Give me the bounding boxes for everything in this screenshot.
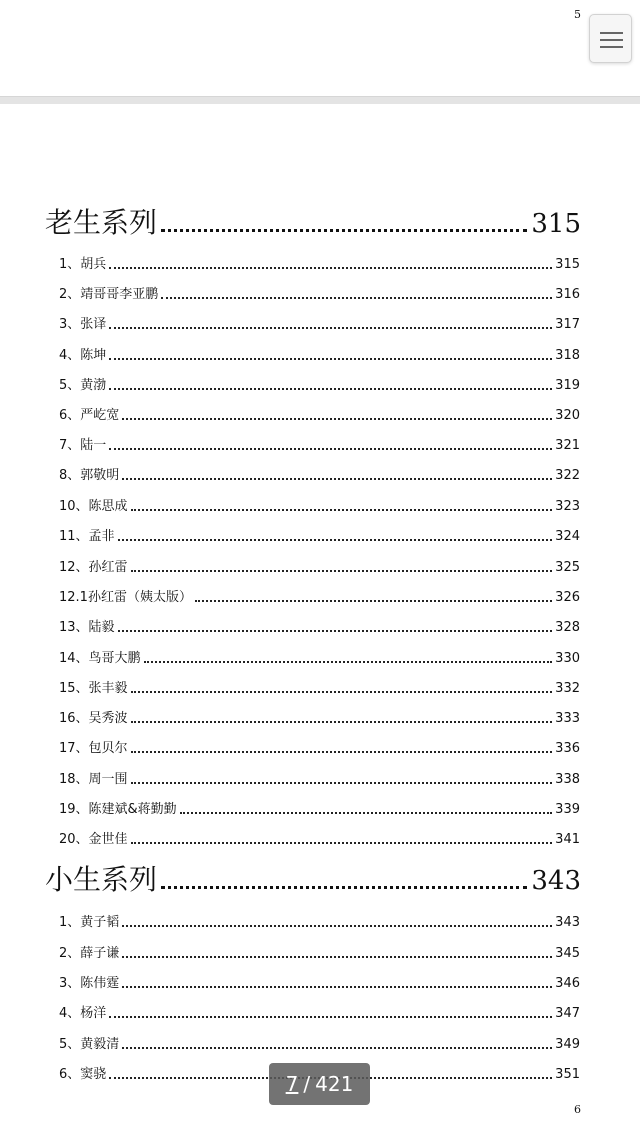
entry-label: 13、陆毅 (59, 620, 115, 635)
entry-page: 325 (555, 560, 580, 575)
entry-label: 15、张丰毅 (59, 681, 128, 696)
section-title: 小生系列 (45, 863, 158, 896)
entry-page: 320 (555, 408, 580, 423)
toc-entry[interactable] (59, 1031, 580, 1051)
entry-label: 5、黄毅清 (59, 1037, 120, 1052)
toc-entry[interactable] (59, 766, 580, 786)
entry-page: 322 (555, 468, 580, 483)
entry-label: 8、郭敬明 (59, 468, 120, 483)
toc-entry[interactable] (59, 909, 580, 929)
entry-page: 341 (555, 832, 580, 847)
entry-page: 343 (555, 915, 580, 930)
menu-button[interactable] (589, 14, 632, 63)
entry-label: 11、孟非 (59, 529, 115, 544)
entry-page: 338 (555, 772, 580, 787)
toc-entry[interactable] (59, 645, 580, 665)
entry-label: 1、胡兵 (59, 257, 107, 272)
entry-page: 345 (555, 946, 580, 961)
entry-label: 12.1孙红雷（姨太版） (59, 590, 192, 605)
section-page: 343 (531, 866, 581, 896)
entry-page: 346 (555, 976, 580, 991)
toc-entry[interactable] (59, 970, 580, 990)
toc-entry[interactable] (59, 675, 580, 695)
toc-entry[interactable] (59, 311, 580, 331)
entry-page: 318 (555, 348, 580, 363)
entry-page: 316 (555, 287, 580, 302)
toc-entry[interactable] (59, 432, 580, 452)
total-pages: 421 (315, 1072, 354, 1096)
dot-leader (161, 886, 527, 889)
toc-entry[interactable] (59, 281, 580, 301)
entry-label: 1、黄子韬 (59, 915, 120, 930)
toc-entry[interactable] (59, 735, 580, 755)
current-page[interactable]: 7 (285, 1072, 299, 1096)
entry-label: 4、陈坤 (59, 348, 107, 363)
entry-label: 3、张译 (59, 317, 107, 332)
toc-entry[interactable] (59, 796, 580, 816)
page-separator-slash: / (303, 1072, 311, 1096)
toc-section-heading[interactable] (45, 199, 581, 237)
page-number-bottom: 6 (574, 1103, 581, 1116)
entry-page: 330 (555, 651, 580, 666)
entry-page: 333 (555, 711, 580, 726)
entry-page: 328 (555, 620, 580, 635)
hamburger-icon (600, 32, 623, 34)
toc-entry[interactable] (59, 342, 580, 362)
entry-page: 326 (555, 590, 580, 605)
toc-entry[interactable] (59, 462, 580, 482)
dot-leader (161, 229, 527, 232)
entry-page: 317 (555, 317, 580, 332)
entry-page: 324 (555, 529, 580, 544)
entry-label: 6、窦骁 (59, 1067, 107, 1082)
entry-label: 17、包贝尔 (59, 741, 128, 756)
entry-page: 347 (555, 1006, 580, 1021)
entry-page: 349 (555, 1037, 580, 1052)
toc-entry[interactable] (59, 705, 580, 725)
toc-entry[interactable] (59, 584, 580, 604)
page-separator (0, 96, 640, 104)
toc-section-heading[interactable] (45, 856, 581, 894)
entry-label: 4、杨洋 (59, 1006, 107, 1021)
entry-page: 339 (555, 802, 580, 817)
toc-entry[interactable] (59, 251, 580, 271)
entry-label: 14、鸟哥大鹏 (59, 651, 141, 666)
entry-label: 5、黄渤 (59, 378, 107, 393)
entry-label: 20、金世佳 (59, 832, 128, 847)
entry-label: 19、陈建斌&蒋勤勤 (59, 802, 177, 817)
toc-entry[interactable] (59, 1000, 580, 1020)
entry-label: 12、孙红雷 (59, 560, 128, 575)
toc-entry[interactable] (59, 940, 580, 960)
page-indicator[interactable] (269, 1063, 370, 1105)
toc-entry[interactable] (59, 523, 580, 543)
entry-page: 323 (555, 499, 580, 514)
toc-entry[interactable] (59, 493, 580, 513)
toc-entry[interactable] (59, 826, 580, 846)
entry-label: 7、陆一 (59, 438, 107, 453)
entry-page: 336 (555, 741, 580, 756)
toc-entry[interactable] (59, 554, 580, 574)
toc-entry[interactable] (59, 402, 580, 422)
entry-label: 2、薛子谦 (59, 946, 120, 961)
entry-label: 6、严屹宽 (59, 408, 120, 423)
toc-entry[interactable] (59, 614, 580, 634)
entry-page: 332 (555, 681, 580, 696)
toc-entry[interactable] (59, 372, 580, 392)
section-title: 老生系列 (45, 206, 158, 239)
entry-label: 2、靖哥哥李亚鹏 (59, 287, 159, 302)
entry-page: 315 (555, 257, 580, 272)
entry-label: 16、吴秀波 (59, 711, 128, 726)
entry-page: 351 (555, 1067, 580, 1082)
entry-label: 3、陈伟霆 (59, 976, 120, 991)
entry-label: 18、周一围 (59, 772, 128, 787)
section-page: 315 (531, 209, 581, 239)
page-number-top: 5 (574, 8, 581, 21)
entry-page: 321 (555, 438, 580, 453)
entry-label: 10、陈思成 (59, 499, 128, 514)
entry-page: 319 (555, 378, 580, 393)
